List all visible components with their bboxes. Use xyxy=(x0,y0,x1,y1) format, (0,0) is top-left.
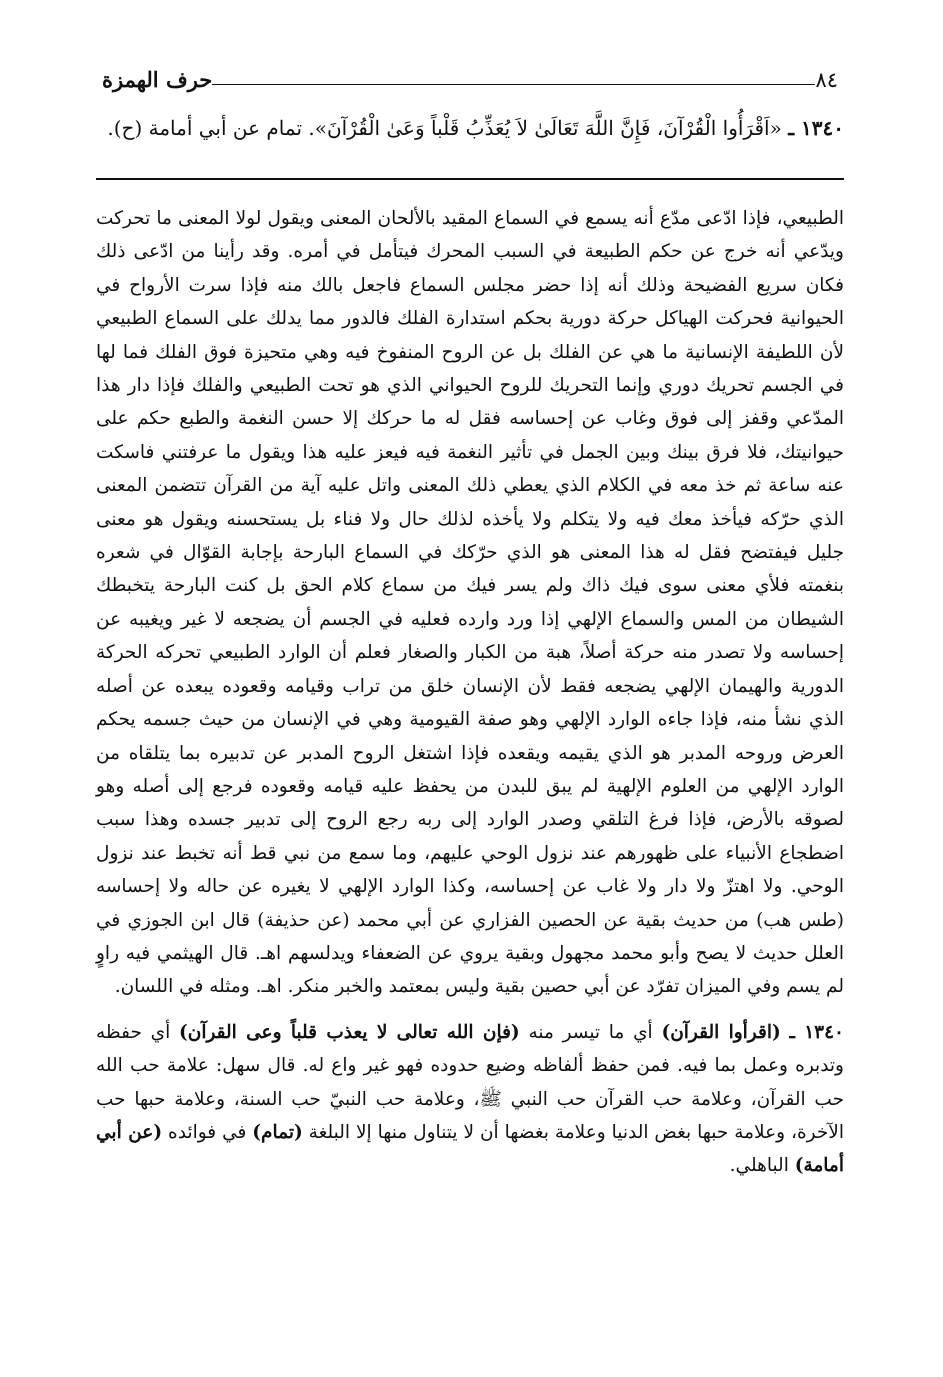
chapter-title: حرف الهمزة xyxy=(102,67,213,92)
explanation-quote-1: (اقرأوا القرآن) xyxy=(661,1021,781,1043)
explanation-number: ١٣٤٠ ـ xyxy=(789,1021,844,1043)
commentary-section xyxy=(96,202,844,1004)
hadith-explanation xyxy=(96,1016,844,1183)
document-page xyxy=(96,52,844,1183)
hadith-number: ١٣٤٠ ـ xyxy=(788,116,844,140)
hadith-entry xyxy=(96,106,844,150)
explanation-text-4: الباهلي. xyxy=(729,1155,795,1177)
commentary-paragraph: الطبيعي، فإذا ادّعى مدّع أنه يسمع في السماع المقيد بالألحان المعنى ويقول لولا المعنى ما تحركت ويدّعي أنه خرج عن حكم الطبيعة في السبب المحرك فيتأمل في أمره. وقد رأينا من ادّعى ذلك فكان سريع الفضيحة وذلك أنه إذا حضر مجلس السماع فاجعل بالك منه فإذا سرت الأرواح في الحيوانية فحركت الهياكل حركة دورية بحكم استدارة الفلك فالدور مما يدلك على السماع الطبيعي لأن اللطيفة الإنسانية ما هي عن الفلك بل عن الروح المنفوخ فيه وهي متحيزة فوق الفلك فما لها في الجسم تحريك دوري وإنما التحريك للروح الحيواني الذي هو تحت الطبيعي والفلك فإذا دار هذا المدّعي وقفز إلى فوق وغاب عن إحساسه فقل له ما حركك إلا حسن النغمة والطبع حكم على حيوانيتك، فلا فرق بينك وبين الجمل في تأثير النغمة فيه فيعز عليه هذا ويقول ما عرفتني فاسكت عنه ساعة ثم خذ معه في الكلام الذي يعطي ذلك المعنى واتل عليه آية من القرآن تتضمن المعنى الذي حرّكه فيأخذ معك فيه ولا يتكلم ولا يأخذه لذلك حال ولا فناء بل يستحسنه ويقول هو معنى جليل فيفتضح فقل له هذا المعنى هو الذي حرّكك في السماع البارحة بإجابة القوّال في شعره بنغمته فلأي معنى سوى فيك ذاك ولم يسر فيك من سماع كلام الحق بل كنت البارحة يتخبطك الشيطان من المس والسماع الإلهي إذا ورد وارده فعليه في الجسم أن يضجعه لا غير ويغيبه عن إحساسه ولا تصدر منه حركة أصلاً، هبة من الكبار والصغار فعلم أن الوارد الطبيعي تحركه الحركة الدورية والهيمان الإلهي يضجعه فقط لأن الإنسان خلق من تراب وقيامه وقعوده يبعده عن أصله الذي نشأ منه، فإذا جاءه الوارد الإلهي وهو صفة القيومية وهي في الإنسان من حيث جسمه يحكم العرض وروحه المدبر هو الذي يقيمه ويقعده فإذا اشتغل الروح المدبر عن تدبيره بما يتلقاه من الوارد الإلهي من العلوم الإلهية لم يبق للبدن من يحفظ عليه قيامه وقعوده فرجع إلى أصله وهو لصوقه بالأرض، فإذا فرغ التلقي وصدر الوارد إلى ربه رجع الروح إلى تدبير جسده وهذا سبب اضطجاع الأنبياء على ظهورهم عند نزول الوحي عليهم، وما سمع من نبي قط أنه تخبط عند نزول الوحي. ولا اهتزّ ولا دار ولا غاب عن إحساسه، وكذا الوارد الإلهي لا يغيره عن حاله ولا إحساسه (طس هب) من حديث بقية عن الحصين الفزاري عن أبي محمد (عن حذيفة) قال ابن الجوزي في العلل حديث لا يصح وأبو محمد مجهول وبقية يروي عن الضعفاء ويدلسهم اهـ. قال الهيثمي فيه راوٍ لم يسم وفي الميزان تفرّد عن أبي حصين بقية وليس بمعتمد والخبر منكر. اهـ. ومثله في اللسان. xyxy=(96,208,844,998)
explanation-text-3: في فوائده xyxy=(162,1121,253,1143)
header-rule xyxy=(212,84,815,85)
explanation-quote-2: (فإن الله تعالى لا يعذب قلباً وعى القرآن) xyxy=(179,1021,520,1043)
page-number: ٨٤ xyxy=(815,68,838,92)
hadith-text: «اَقْرَأُوا الْقُرْآنَ، فَإِنَّ اللَّهَ تَعَالَىٰ لاَ يُعَذِّبُ قَلْباً وَعَىٰ الْقُرْآنَ». تمام عن أبي أمامة (ح). xyxy=(107,116,782,140)
explanation-text-1: أي ما تيسر منه xyxy=(519,1021,662,1043)
explanation-quote-3: (تمام) xyxy=(252,1121,303,1143)
running-header xyxy=(96,52,844,92)
explanation-quote-4: (عن أبي أمامة) xyxy=(96,1121,844,1177)
footnote-divider xyxy=(96,178,844,180)
explanation-text-2: أي حفظه وتدبره وعمل بما فيه. فمن حفظ ألفاظه وضيع حدوده فهو غير واع له. قال سهل: علامة حب الله حب القرآن، وعلامة حب القرآن حب النبي ﷺ، وعلامة حب النبيّ حب السنة، وعلامة حبها حب الآخرة، وعلامة حبها بغض الدنيا وعلامة بغضها أن لا يتناول منها إلا البلغة xyxy=(96,1021,844,1143)
